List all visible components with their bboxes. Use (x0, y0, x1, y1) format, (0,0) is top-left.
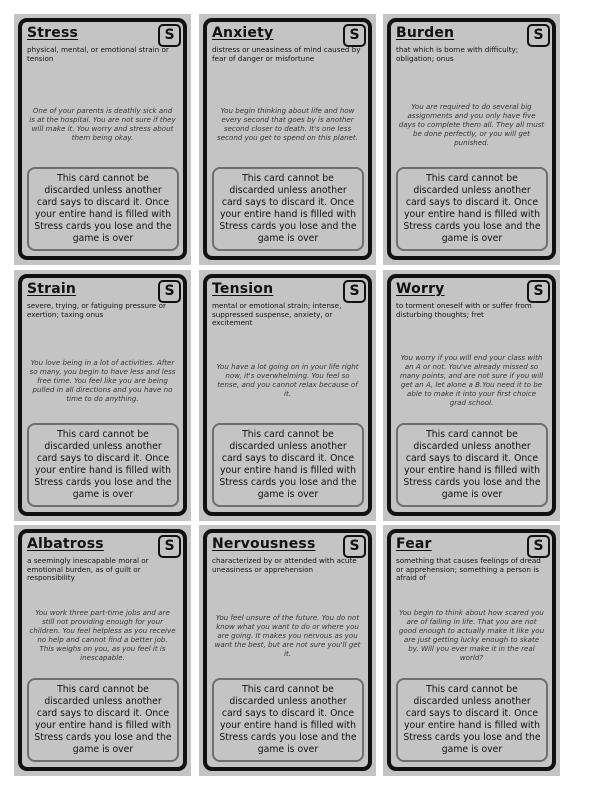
card-scenario: You work three part-time jobs and are still not providing enough for your children. You feel helpless as you receive no help and cannot find a better job. This weighs on you, as you feel it is inescapable. (29, 608, 176, 662)
card-rule-box: This card cannot be discarded unless another card says to discard it. Once your entire hand is filled with Stress cards you lose and the game is over (27, 423, 179, 507)
card-definition: a seemingly inescapable moral or emotional burden, as of guilt or responsibility (27, 556, 149, 583)
stress-badge-icon: S (343, 535, 366, 558)
card-scenario: You begin thinking about life and how every second that goes by is another second closer to death. It's one less second you get to spend on this planet. (217, 106, 358, 142)
stress-card-stress (18, 18, 187, 260)
stress-badge-icon: S (158, 280, 181, 303)
card-definition: physical, mental, or emotional strain or tension (27, 45, 169, 63)
stress-badge-icon: S (343, 280, 366, 303)
card-cell (14, 270, 191, 521)
card-title: Stress (27, 25, 79, 41)
card-title: Worry (396, 281, 445, 297)
stress-card-fear (387, 529, 556, 771)
card-cell (199, 270, 376, 521)
card-cell (14, 14, 191, 265)
card-definition: to torment oneself with or suffer from disturbing thoughts; fret (396, 301, 532, 319)
card-scenario: You are required to do several big assignments and you only have five days to complete them all. They all must be done perfectly, or you will get punished. (398, 101, 545, 147)
card-definition: severe, trying, or fatiguing pressure or exertion; taxing onus (27, 301, 166, 319)
card-scenario: You have a lot going on in your life right now, it's overwhelming. You feel so tense, and you cannot relax because of it. (216, 362, 359, 398)
card-definition: mental or emotional strain; intense, suppressed suspense, anxiety, or excitement (212, 301, 342, 328)
card-definition: characterized by or attended with acute uneasiness or apprehension (212, 556, 357, 574)
stress-card-anxiety (203, 18, 372, 260)
card-rule-box: This card cannot be discarded unless another card says to discard it. Once your entire hand is filled with Stress cards you lose and the game is over (27, 678, 179, 762)
card-cell (14, 525, 191, 776)
card-cell (383, 270, 560, 521)
card-rule-box: This card cannot be discarded unless another card says to discard it. Once your entire hand is filled with Stress cards you lose and the game is over (212, 678, 364, 762)
card-definition: distress or uneasiness of mind caused by fear of danger or misfortune (212, 45, 361, 63)
card-title: Anxiety (212, 25, 274, 41)
card-scenario: One of your parents is deathly sick and is at the hospital. You are not sure if they will make it. You worry and stress about them being okay. (29, 106, 176, 142)
card-title: Burden (396, 25, 455, 41)
stress-badge-icon: S (527, 24, 550, 47)
stress-card-burden (387, 18, 556, 260)
card-cell (199, 14, 376, 265)
card-definition: something that causes feelings of dread or apprehension; something a person is afraid of (396, 556, 541, 583)
card-title: Nervousness (212, 536, 316, 552)
card-scenario: You love being in a lot of activities. After so many, you begin to have less and less free time. You feel like you are being pulled in all directions and you have no time to do anything. (29, 357, 176, 403)
card-rule-box: This card cannot be discarded unless another card says to discard it. Once your entire hand is filled with Stress cards you lose and the game is over (27, 167, 179, 251)
card-title: Fear (396, 536, 432, 552)
card-rule-box: This card cannot be discarded unless another card says to discard it. Once your entire hand is filled with Stress cards you lose and the game is over (396, 423, 548, 507)
stress-card-albatross (18, 529, 187, 771)
card-rule-box: This card cannot be discarded unless another card says to discard it. Once your entire hand is filled with Stress cards you lose and the game is over (396, 167, 548, 251)
card-cell (199, 525, 376, 776)
card-rule-box: This card cannot be discarded unless another card says to discard it. Once your entire hand is filled with Stress cards you lose and the game is over (212, 167, 364, 251)
card-scenario: You begin to think about how scared you are of failing in life. That you are not good enough to actually make it like you are just getting lucky enough to skate by. Will you ever make it in the real world? (398, 608, 545, 662)
stress-badge-icon: S (158, 24, 181, 47)
card-definition: that which is borne with difficulty; obligation; onus (396, 45, 519, 63)
stress-badge-icon: S (527, 535, 550, 558)
stress-card-tension (203, 274, 372, 516)
card-rule-box: This card cannot be discarded unless another card says to discard it. Once your entire hand is filled with Stress cards you lose and the game is over (212, 423, 364, 507)
stress-badge-icon: S (527, 280, 550, 303)
card-rule-box: This card cannot be discarded unless another card says to discard it. Once your entire hand is filled with Stress cards you lose and the game is over (396, 678, 548, 762)
card-title: Tension (212, 281, 274, 297)
card-title: Albatross (27, 536, 104, 552)
card-title: Strain (27, 281, 77, 297)
stress-card-worry (387, 274, 556, 516)
card-cell (383, 14, 560, 265)
card-scenario: You worry if you will end your class with an A or not. You've already missed so many points, and are not sure if you will get an A, let alone a B.You need it to be able to make it into your first choice grad school. (399, 353, 544, 407)
card-cell (383, 525, 560, 776)
stress-card-strain (18, 274, 187, 516)
stress-card-nervousness (203, 529, 372, 771)
stress-badge-icon: S (343, 24, 366, 47)
card-scenario: You feel unsure of the future. You do not know what you want to do or where you are going. It makes you nervous as you want the best, but are not sure you'll get it. (214, 612, 361, 658)
stress-badge-icon: S (158, 535, 181, 558)
